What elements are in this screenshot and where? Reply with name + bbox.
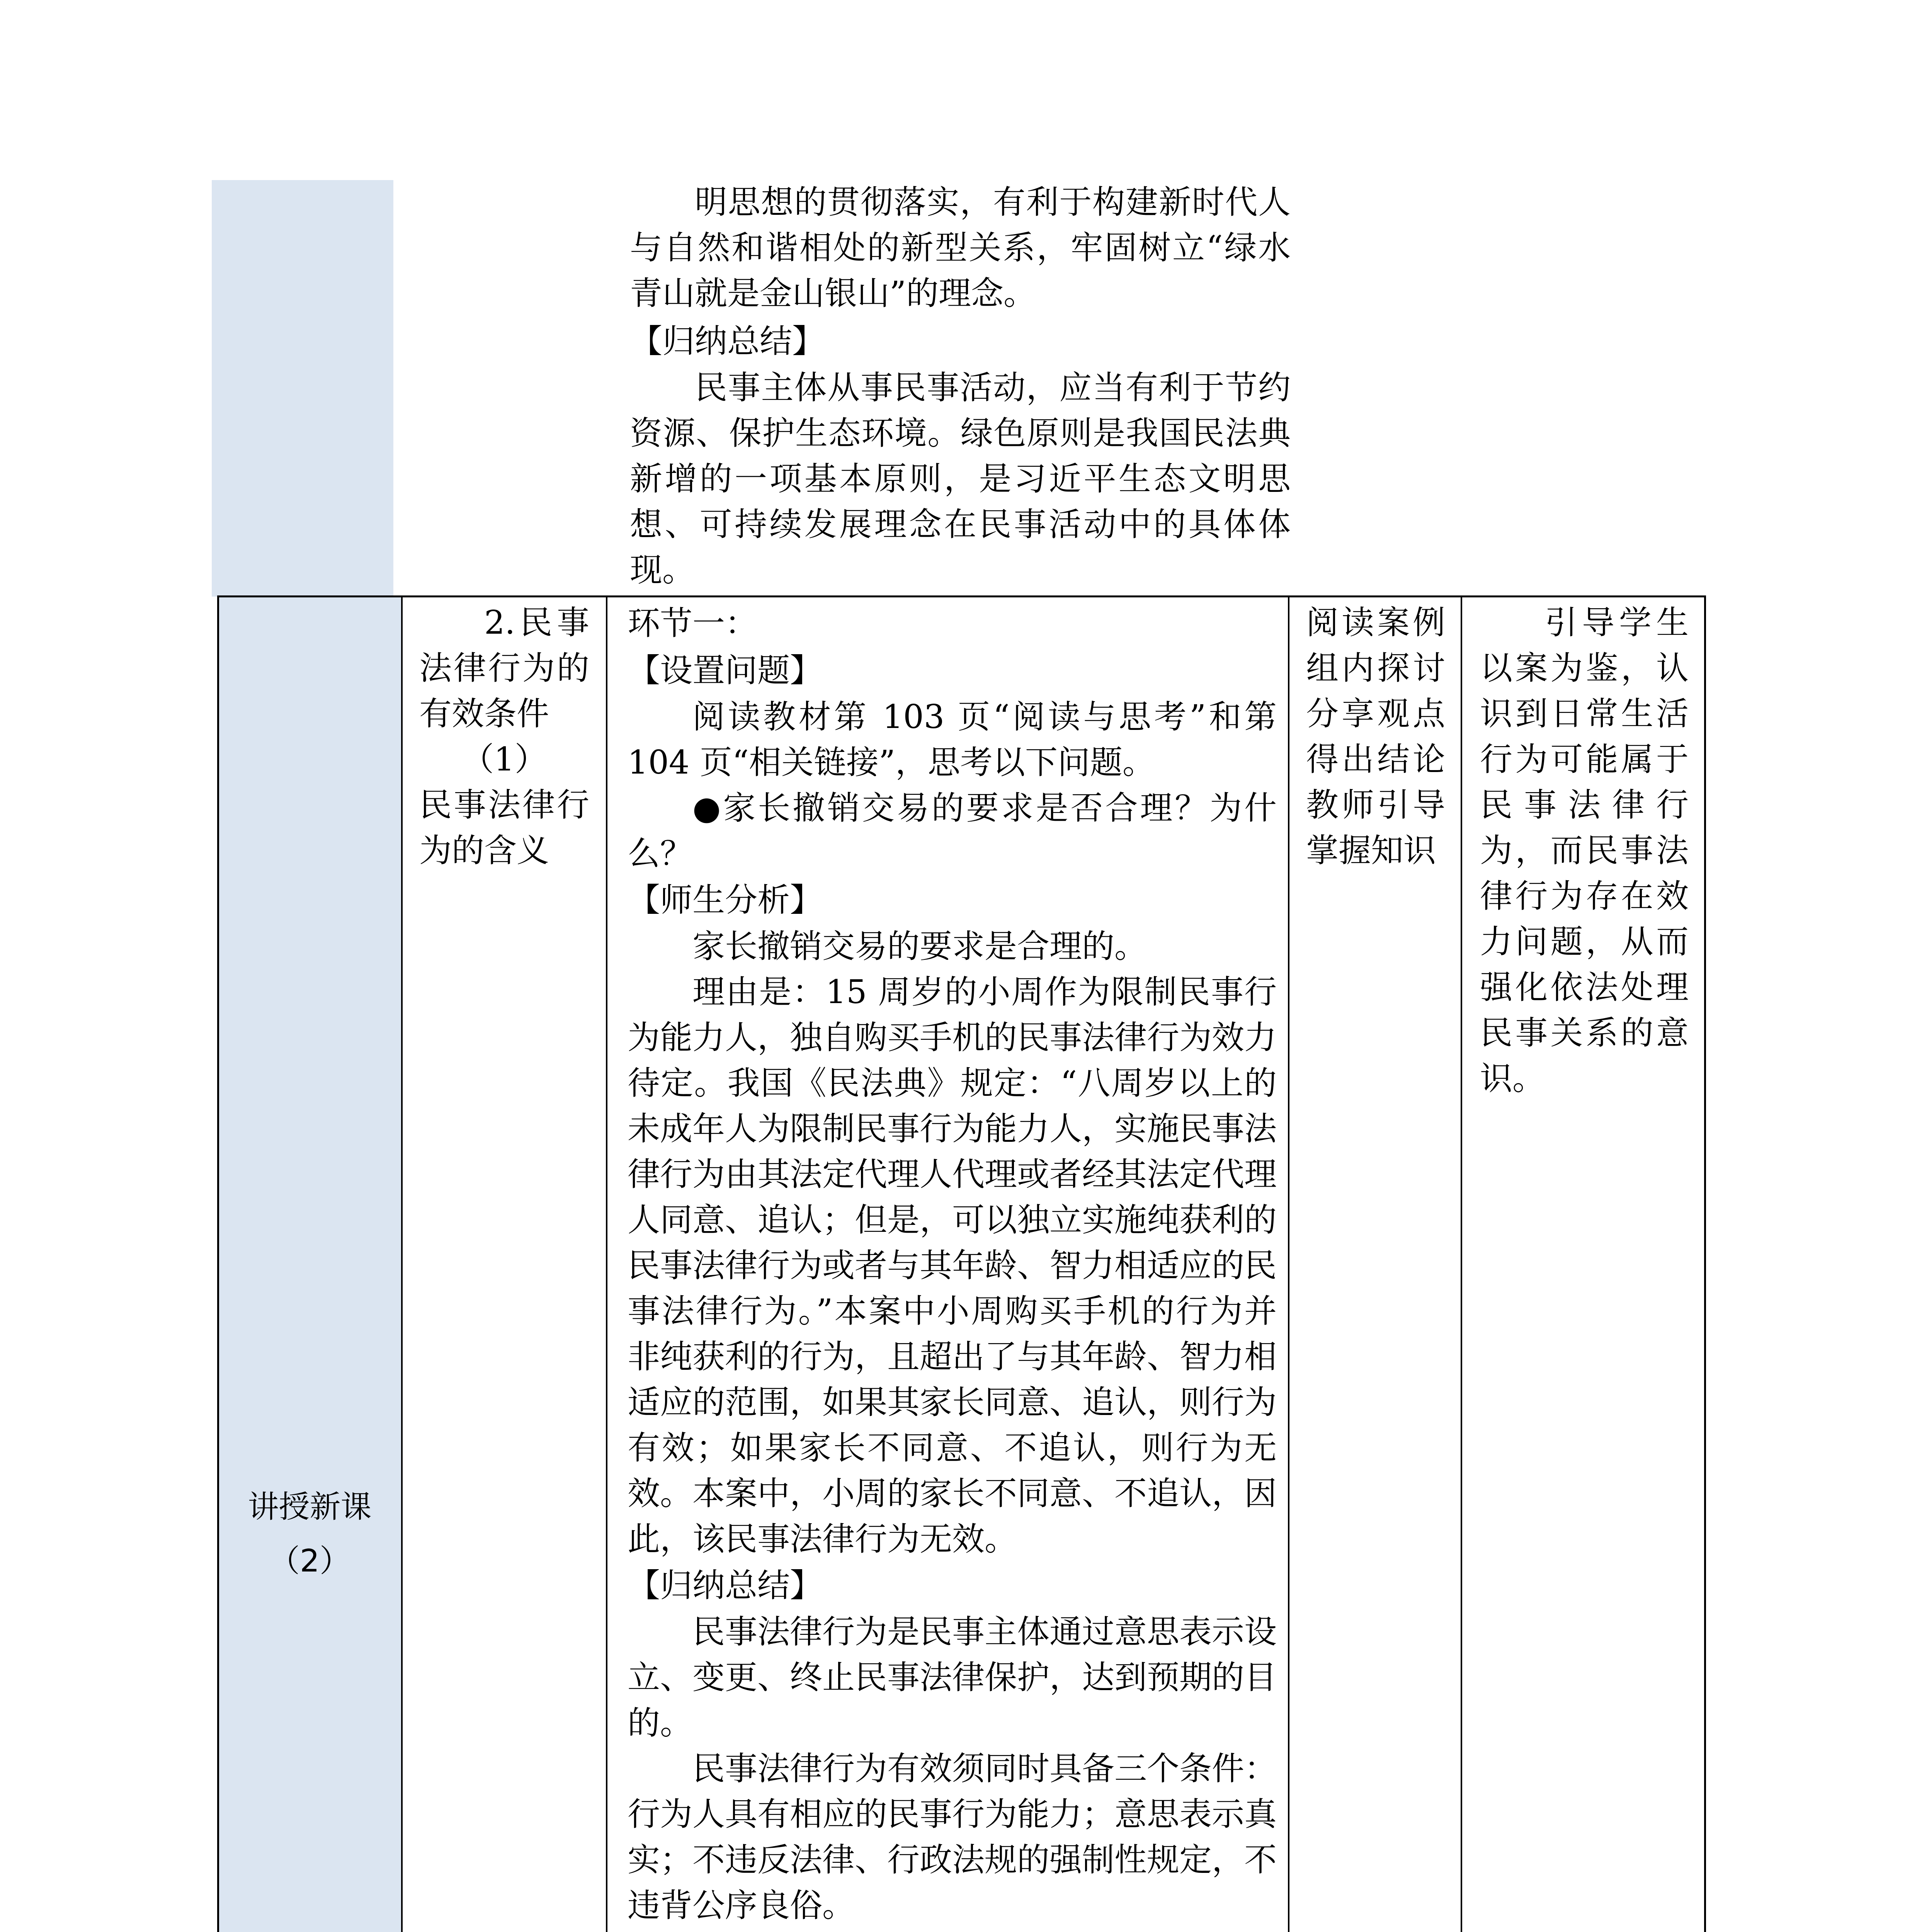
column-divider-1 xyxy=(401,595,403,1932)
section-label-line1: 讲授新课 xyxy=(248,1489,372,1525)
row1-intent-cell xyxy=(1480,600,1689,1101)
row1-subtopic-number: （1） xyxy=(461,740,547,778)
row1-summary-1: 民事法律行为是民事主体通过意思表示设立、变更、终止民事法律保护，达到预期的目的。 xyxy=(628,1613,1277,1742)
top-paragraph-1: 明思想的贯彻落实，有利于构建新时代人与自然和谐相处的新型关系，牢固树立“绿水青山就是金山银山”的理念。 xyxy=(630,183,1291,312)
section-label-line2: （2） xyxy=(269,1543,350,1579)
row1-summary-heading: 【归纳总结】 xyxy=(628,1566,823,1604)
column-divider-2 xyxy=(606,595,607,1932)
table-border-top xyxy=(218,595,1706,597)
top-summary-heading: 【归纳总结】 xyxy=(630,322,825,360)
section-label-cell xyxy=(218,597,402,1932)
row1-activity-cell xyxy=(1306,600,1445,873)
top-block-content xyxy=(630,179,1291,593)
row1-question-bullet: ●家长撤销交易的要求是否合理？为什么？ xyxy=(628,789,1277,872)
top-left-shaded-cell xyxy=(212,180,393,597)
row1-subtopic-title: 民事法律行为的含义 xyxy=(419,786,589,869)
row1-student-activity: 阅读案例组内探讨分享观点得出结论教师引导掌握知识 xyxy=(1306,604,1445,869)
row1-step: 环节一： xyxy=(628,604,758,642)
row1-content-cell xyxy=(628,600,1277,1928)
row1-analysis-heading: 【师生分析】 xyxy=(628,881,823,919)
row1-question-heading: 【设置问题】 xyxy=(628,651,823,689)
row1-topic-cell xyxy=(419,600,589,873)
row1-topic: 2.民事法律行为的有效条件 xyxy=(419,604,589,733)
table-border-left xyxy=(217,595,219,1932)
column-divider-4 xyxy=(1461,595,1462,1932)
row1-summary-2: 民事法律行为有效须同时具备三个条件：行为人具有相应的民事行为能力；意思表示真实；不违反法律、行政法规的强制性规定，不违背公序良俗。 xyxy=(628,1750,1277,1924)
row1-analysis-2: 理由是：15 周岁的小周作为限制民事行为能力人，独自购买手机的民事法律行为效力待定。我国《民法典》规定：“八周岁以上的未成年人为限制民事行为能力人，实施民事法律行为由其法定代理人代理或者经其法定代理人同意、追认；但是，可以独立实施纯获利的民事法律行为或者与其年龄、智力相适应的民事法律行为。”本案中小周购买手机的行为并非纯获利的行为，且超出了与其年龄、智力相适应的范围，如果其家长同意、追认，则行为有效；如果家长不同意、不追认，则行为无效。本案中，小周的家长不同意、不追认，因此，该民事法律行为无效。 xyxy=(628,973,1277,1558)
table-border-right xyxy=(1704,595,1706,1932)
row1-analysis-1: 家长撤销交易的要求是合理的。 xyxy=(692,927,1147,965)
section-label xyxy=(218,1480,402,1588)
row1-question-text: 阅读教材第 103 页“阅读与思考”和第 104 页“相关链接”，思考以下问题。 xyxy=(628,698,1277,781)
column-divider-3 xyxy=(1288,595,1289,1932)
row1-intent: 引导学生以案为鉴，认识到日常生活行为可能属于民事法律行为，而民事法律行为存在效力问题，从而强化依法处理民事关系的意识。 xyxy=(1480,604,1689,1097)
top-paragraph-2: 民事主体从事民事活动，应当有利于节约资源、保护生态环境。绿色原则是我国民法典新增的一项基本原则，是习近平生态文明思想、可持续发展理念在民事活动中的具体体现。 xyxy=(630,369,1291,589)
